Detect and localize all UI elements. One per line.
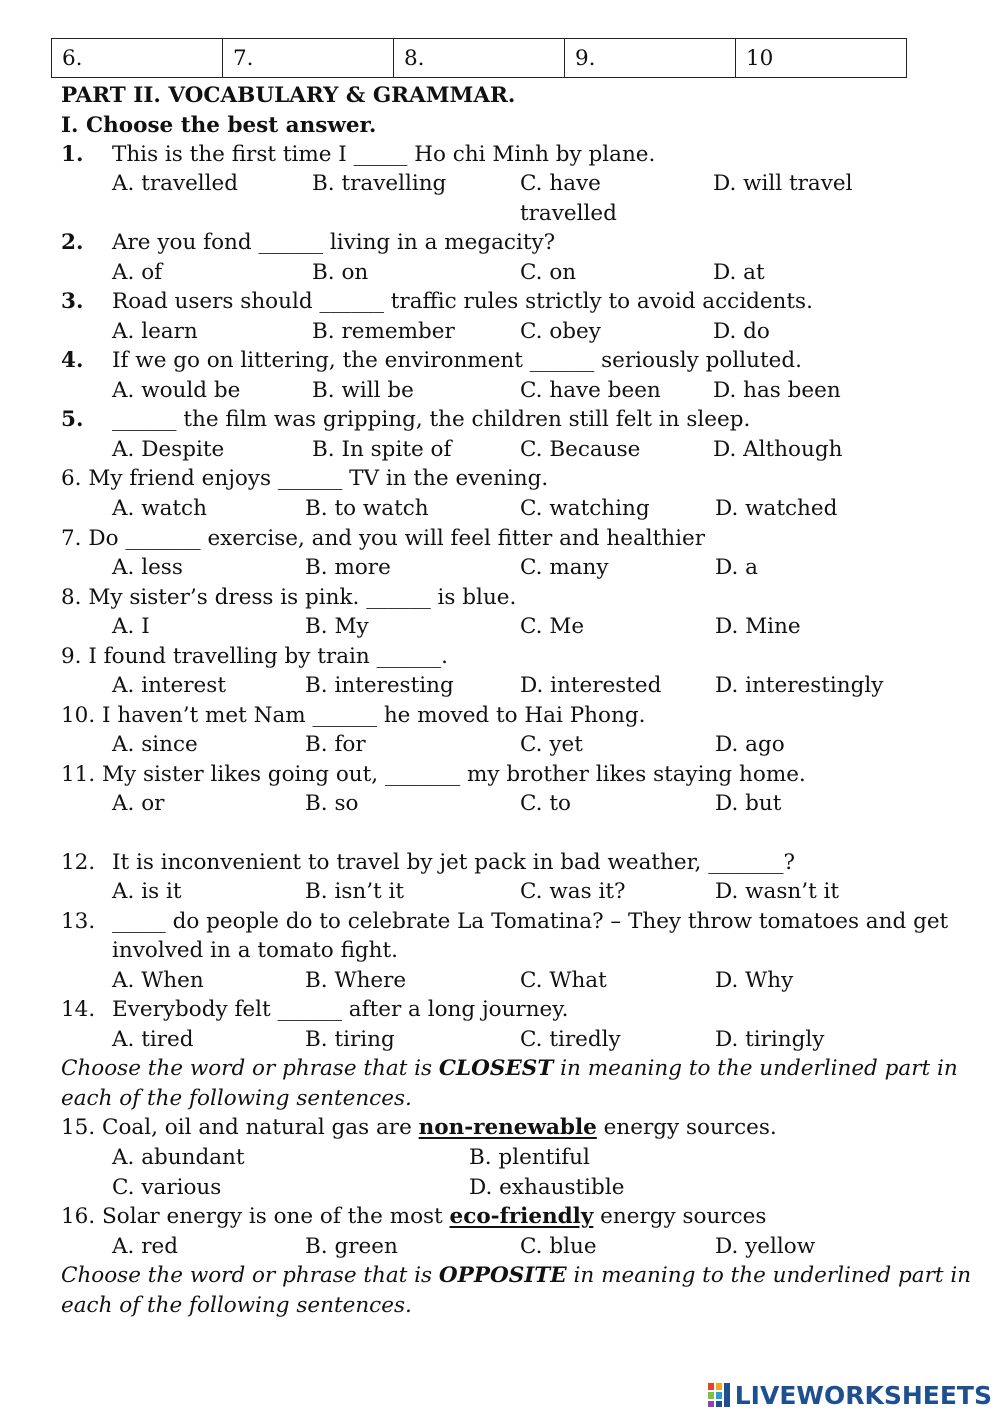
answer-cell-6[interactable]: 6. bbox=[52, 39, 223, 78]
option-c[interactable]: C. on bbox=[520, 260, 577, 285]
option-b[interactable]: B. My bbox=[305, 614, 369, 639]
closest-instruction bbox=[61, 1058, 958, 1080]
option-a[interactable]: A. tired bbox=[112, 1027, 194, 1052]
option-d[interactable]: D. at bbox=[713, 260, 765, 285]
option-d[interactable]: D. yellow bbox=[715, 1234, 816, 1259]
option-b[interactable]: B. Where bbox=[305, 968, 407, 993]
option-c[interactable]: C. blue bbox=[520, 1234, 597, 1259]
option-d[interactable]: D. interestingly bbox=[715, 673, 884, 698]
option-b[interactable]: B. isn’t it bbox=[305, 879, 405, 904]
section-title: I. Choose the best answer. bbox=[61, 113, 377, 138]
option-b[interactable]: B. more bbox=[305, 555, 391, 580]
question-text: 9. I found travelling by train ______. bbox=[61, 644, 448, 669]
part-title: PART II. VOCABULARY & GRAMMAR. bbox=[61, 83, 516, 108]
option-c[interactable]: C. tiredly bbox=[520, 1027, 621, 1052]
option-d[interactable]: D. but bbox=[715, 791, 782, 816]
instruction-keyword: CLOSEST bbox=[438, 1056, 554, 1081]
option-d[interactable]: D. Although bbox=[713, 437, 843, 462]
option-b[interactable]: B. remember bbox=[312, 319, 455, 344]
question-number: 13. bbox=[61, 909, 96, 934]
question-text: 6. My friend enjoys ______ TV in the evening. bbox=[61, 466, 549, 491]
option-d[interactable]: D. Why bbox=[715, 968, 794, 993]
option-a[interactable]: A. would be bbox=[112, 378, 241, 403]
option-b[interactable]: B. tiring bbox=[305, 1027, 395, 1052]
question-text: 7. Do _______ exercise, and you will feel fitter and healthier bbox=[61, 526, 706, 551]
option-b[interactable]: B. for bbox=[305, 732, 366, 757]
option-c[interactable]: C. yet bbox=[520, 732, 583, 757]
option-b[interactable]: B. so bbox=[305, 791, 359, 816]
option-a[interactable]: A. travelled bbox=[112, 171, 239, 196]
question-number: 4. bbox=[61, 348, 84, 373]
option-a[interactable]: A. less bbox=[112, 555, 183, 580]
option-c[interactable]: C. was it? bbox=[520, 879, 626, 904]
option-b[interactable]: B. will be bbox=[312, 378, 414, 403]
option-b[interactable]: B. In spite of bbox=[312, 437, 452, 462]
option-c[interactable]: D. interested bbox=[520, 673, 662, 698]
question-number: 12. bbox=[61, 850, 96, 875]
option-a[interactable]: A. I bbox=[112, 614, 150, 639]
option-b[interactable]: B. on bbox=[312, 260, 369, 285]
option-d[interactable]: D. Mine bbox=[715, 614, 801, 639]
question-number: 2. bbox=[61, 230, 84, 255]
question-text-post: energy sources. bbox=[596, 1115, 777, 1140]
instruction-text: in meaning to the underlined part in bbox=[553, 1056, 958, 1081]
option-d[interactable]: D. exhaustible bbox=[469, 1175, 625, 1200]
option-c[interactable]: C. Because bbox=[520, 437, 641, 462]
option-b[interactable]: B. to watch bbox=[305, 496, 429, 521]
question-text: 11. My sister likes going out, _______ my brother likes staying home. bbox=[61, 762, 806, 787]
option-d[interactable]: D. a bbox=[715, 555, 758, 580]
question-text: It is inconvenient to travel by jet pack in bad weather, _______? bbox=[112, 850, 795, 875]
opposite-instruction bbox=[61, 1265, 971, 1287]
option-c[interactable]: C. What bbox=[520, 968, 607, 993]
option-a[interactable]: A. since bbox=[112, 732, 198, 757]
option-d[interactable]: D. tiringly bbox=[715, 1027, 825, 1052]
option-a[interactable]: A. red bbox=[112, 1234, 178, 1259]
option-c[interactable]: C. various bbox=[112, 1175, 222, 1200]
option-a[interactable]: A. or bbox=[112, 791, 165, 816]
logo-text: LIVEWORKSHEETS bbox=[734, 1380, 992, 1410]
question-text: If we go on littering, the environment ______ seriously polluted. bbox=[112, 348, 802, 373]
question-number: 5. bbox=[61, 407, 84, 432]
question-text: Are you fond ______ living in a megacity? bbox=[112, 230, 556, 255]
option-d[interactable]: D. has been bbox=[713, 378, 841, 403]
option-d[interactable]: D. wasn’t it bbox=[715, 879, 840, 904]
option-b[interactable]: B. travelling bbox=[312, 171, 447, 196]
answer-cell-9[interactable]: 9. bbox=[565, 39, 736, 78]
option-b[interactable]: B. plentiful bbox=[469, 1145, 590, 1170]
question-text: Everybody felt ______ after a long journey. bbox=[112, 997, 569, 1022]
question-text: ______ the film was gripping, the children still felt in sleep. bbox=[112, 407, 751, 432]
option-c[interactable]: C. watching bbox=[520, 496, 650, 521]
instruction-text: Choose the word or phrase that is bbox=[61, 1056, 439, 1081]
option-d[interactable]: D. will travel bbox=[713, 171, 853, 196]
question-text-pre: 16. Solar energy is one of the most bbox=[61, 1204, 450, 1229]
answer-cell-10[interactable]: 10 bbox=[736, 39, 907, 78]
instruction-text: Choose the word or phrase that is bbox=[61, 1263, 439, 1288]
question-number: 3. bbox=[61, 289, 84, 314]
instruction-text: in meaning to the underlined part in bbox=[566, 1263, 972, 1288]
option-a[interactable]: A. of bbox=[112, 260, 163, 285]
option-c[interactable]: C. obey bbox=[520, 319, 601, 344]
question-number: 1. bbox=[61, 142, 84, 167]
option-a[interactable]: A. abundant bbox=[112, 1145, 245, 1170]
option-d[interactable]: D. do bbox=[713, 319, 770, 344]
opposite-instruction-line2: each of the following sentences. bbox=[61, 1293, 412, 1318]
option-c[interactable]: C. have been bbox=[520, 378, 661, 403]
option-a[interactable]: A. Despite bbox=[112, 437, 225, 462]
question-text: 8. My sister’s dress is pink. ______ is blue. bbox=[61, 585, 517, 610]
option-c[interactable]: C. many bbox=[520, 555, 609, 580]
option-a[interactable]: A. learn bbox=[112, 319, 198, 344]
question-number: 14. bbox=[61, 997, 96, 1022]
question-text-post: energy sources bbox=[593, 1204, 767, 1229]
option-c-continued[interactable]: travelled bbox=[520, 201, 617, 226]
question-text bbox=[61, 1206, 766, 1228]
answer-cell-8[interactable]: 8. bbox=[394, 39, 565, 78]
option-a[interactable]: A. interest bbox=[112, 673, 226, 698]
liveworksheets-logo-icon bbox=[707, 1382, 731, 1408]
question-text-pre: 15. Coal, oil and natural gas are bbox=[61, 1115, 419, 1140]
question-text: 10. I haven’t met Nam ______ he moved to Hai Phong. bbox=[61, 703, 646, 728]
option-a[interactable]: A. is it bbox=[112, 879, 182, 904]
option-c[interactable]: C. have bbox=[520, 171, 601, 196]
question-text bbox=[61, 1117, 777, 1139]
underlined-word: non-renewable bbox=[418, 1115, 597, 1140]
option-a[interactable]: A. watch bbox=[112, 496, 207, 521]
option-a[interactable]: A. When bbox=[112, 968, 204, 993]
instruction-keyword: OPPOSITE bbox=[438, 1263, 567, 1288]
option-b[interactable]: B. green bbox=[305, 1234, 398, 1259]
option-c[interactable]: C. to bbox=[520, 791, 571, 816]
option-b[interactable]: B. interesting bbox=[305, 673, 454, 698]
answer-grid bbox=[51, 38, 907, 78]
question-text-continued: involved in a tomato fight. bbox=[112, 938, 398, 963]
question-text: This is the first time I _____ Ho chi Minh by plane. bbox=[112, 142, 656, 167]
option-d[interactable]: D. watched bbox=[715, 496, 838, 521]
answer-cell-7[interactable]: 7. bbox=[223, 39, 394, 78]
closest-instruction-line2: each of the following sentences. bbox=[61, 1086, 412, 1111]
option-c[interactable]: C. Me bbox=[520, 614, 585, 639]
option-d[interactable]: D. ago bbox=[715, 732, 785, 757]
underlined-word: eco-friendly bbox=[449, 1204, 594, 1229]
question-text: Road users should ______ traffic rules strictly to avoid accidents. bbox=[112, 289, 813, 314]
question-text: _____ do people do to celebrate La Tomatina? – They throw tomatoes and get bbox=[112, 909, 949, 934]
liveworksheets-logo[interactable] bbox=[707, 1379, 992, 1411]
